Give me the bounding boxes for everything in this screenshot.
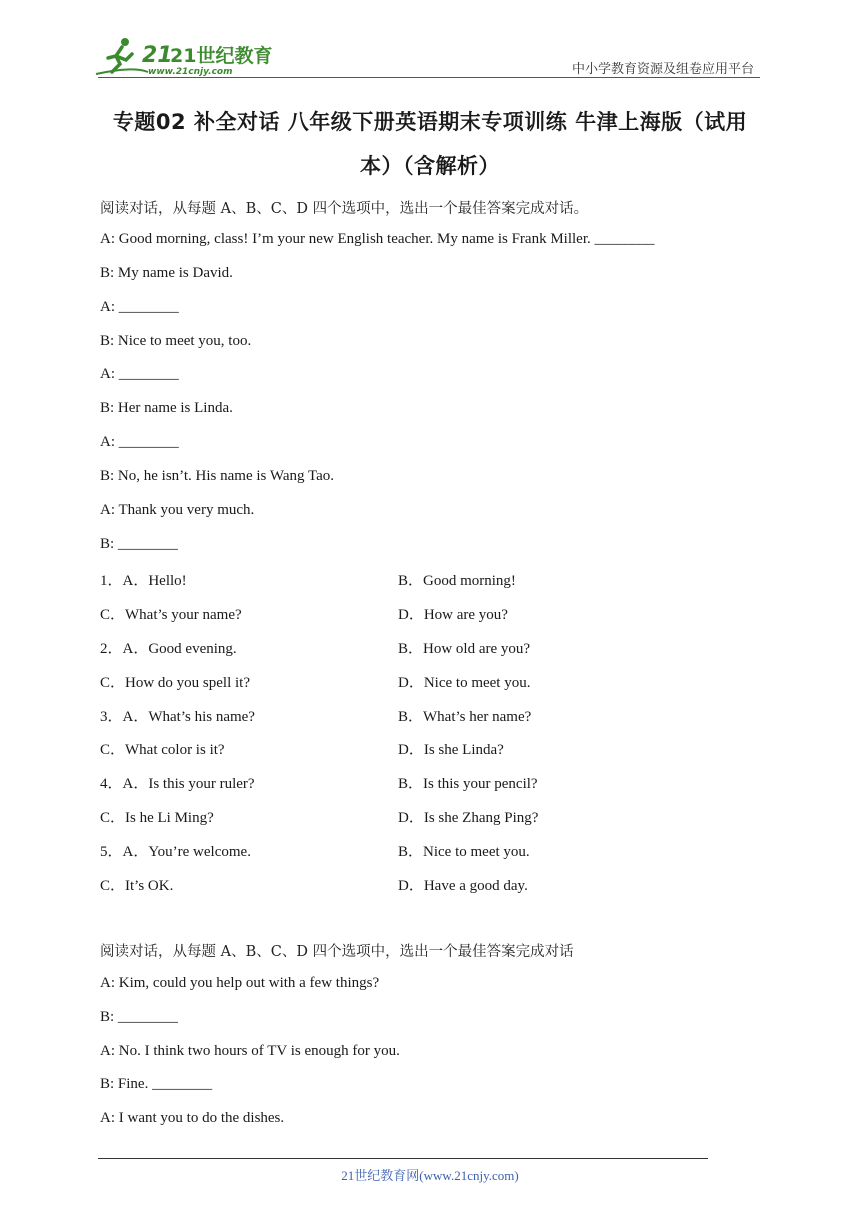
dialogue-line: B: My name is David. xyxy=(100,265,233,281)
option-left: C．How do you spell it? xyxy=(100,675,250,691)
section1-instruction: 阅读对话，从每题 A、B、C、D 四个选项中，选出一个最佳答案完成对话。 xyxy=(100,201,589,217)
footer-divider xyxy=(98,1158,708,1159)
dialogue-line: B: Fine. ________ xyxy=(100,1076,213,1092)
option-left: C．What color is it? xyxy=(100,742,225,758)
title-line-2: 本）（含解析） xyxy=(360,154,500,178)
option-right: B．Nice to meet you. xyxy=(398,844,530,860)
section2-instruction: 阅读对话，从每题 A、B、C、D 四个选项中，选出一个最佳答案完成对话 xyxy=(100,944,574,960)
dialogue-line: A: Kim, could you help out with a few things? xyxy=(100,975,380,991)
svg-text:www.21cnjy.com: www.21cnjy.com xyxy=(148,67,233,77)
option-right: B．Is this your pencil? xyxy=(398,776,538,792)
dialogue-line: B: Her name is Linda. xyxy=(100,400,233,416)
dialogue-line: B: ________ xyxy=(100,1009,178,1025)
dialogue-line: B: ________ xyxy=(100,536,178,552)
runner-logo-icon xyxy=(92,36,273,78)
option-right: D．Have a good day. xyxy=(398,878,528,894)
option-left: C．Is he Li Ming? xyxy=(100,810,214,826)
logo xyxy=(92,36,273,78)
option-left: 5．A．You’re welcome. xyxy=(100,844,251,860)
dialogue-line: A: Good morning, class! I’m your new English teacher. My name is Frank Miller. ________ xyxy=(100,231,655,247)
footer-text[interactable]: 21世纪教育网(www.21cnjy.com) xyxy=(341,1168,519,1183)
option-right: D．Is she Linda? xyxy=(398,742,504,758)
option-right: B．What’s her name? xyxy=(398,709,532,725)
svg-text:21世纪教育: 21世纪教育 xyxy=(170,45,273,67)
dialogue-line: A: No. I think two hours of TV is enough for you. xyxy=(100,1043,400,1059)
option-right: D．How are you? xyxy=(398,607,508,623)
option-left: C．It’s OK. xyxy=(100,878,174,894)
page-header xyxy=(0,0,860,90)
option-right: B．Good morning! xyxy=(398,573,516,589)
option-left: 3．A．What’s his name? xyxy=(100,709,255,725)
option-right: D．Is she Zhang Ping? xyxy=(398,810,539,826)
dialogue-line: B: Nice to meet you, too. xyxy=(100,333,252,349)
dialogue-line: B: No, he isn’t. His name is Wang Tao. xyxy=(100,468,334,484)
dialogue-line: A: ________ xyxy=(100,434,179,450)
option-left: 2．A．Good evening. xyxy=(100,641,237,657)
dialogue-line: A: ________ xyxy=(100,299,179,315)
page-title xyxy=(90,100,770,188)
option-right: D．Nice to meet you. xyxy=(398,675,531,691)
option-right: B．How old are you? xyxy=(398,641,531,657)
dialogue-line: A: I want you to do the dishes. xyxy=(100,1110,285,1126)
title-line-1: 专题02 补全对话 八年级下册英语期末专项训练 牛津上海版（试用 xyxy=(112,110,748,134)
svg-text:21: 21 xyxy=(142,43,173,68)
dialogue-line: A: ________ xyxy=(100,366,179,382)
header-divider xyxy=(98,77,760,78)
header-platform-text: 中小学教育资源及组卷应用平台 xyxy=(571,61,754,76)
option-left: C．What’s your name? xyxy=(100,607,242,623)
option-left: 1．A．Hello! xyxy=(100,573,187,589)
option-left: 4．A．Is this your ruler? xyxy=(100,776,255,792)
dialogue-line: A: Thank you very much. xyxy=(100,502,255,518)
